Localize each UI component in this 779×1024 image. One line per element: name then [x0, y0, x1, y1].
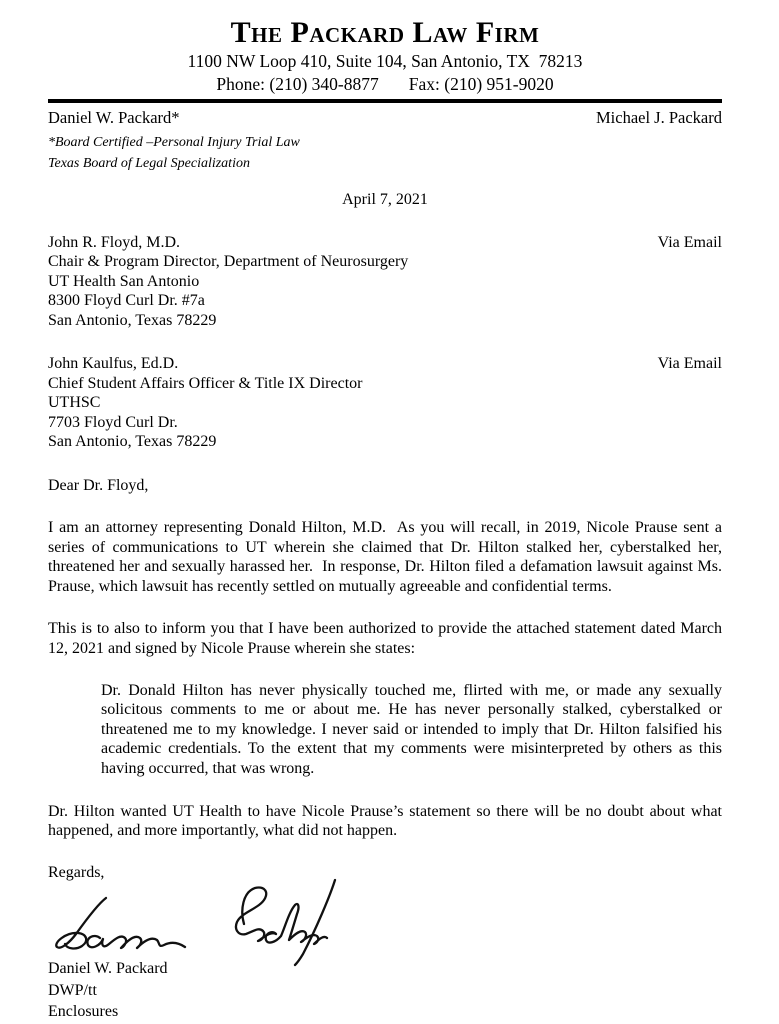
- body-paragraph-3: Dr. Hilton wanted UT Health to have Nicole Prause’s statement so there will be no doubt about what happened, and more importantly, what did not happen.: [48, 802, 726, 840]
- signature-script-drawing: [48, 884, 348, 954]
- firm-contact-row: [48, 73, 722, 96]
- recipient-city: San Antonio, Texas 78229: [48, 433, 217, 450]
- recipient-street: 8300 Floyd Curl Dr. #7a: [48, 292, 205, 309]
- certification-line-2: Texas Board of Legal Specialization: [48, 156, 250, 171]
- recipient-title: Chair & Program Director, Department of Neurosurgery: [48, 253, 409, 270]
- salutation: Dear Dr. Floyd,: [48, 476, 149, 494]
- signer-name: Daniel W. Packard: [48, 960, 168, 978]
- body-paragraph-1: I am an attorney representing Donald Hilton, M.D. As you will recall, in 2019, Nicole Prause sent a series of communications to UT wherein she claimed that Dr. Hilton stalked her, cyberstalked her, threatened her and sexually harassed her. In response, Dr. Hilton filed a defamation lawsuit against Ms. Prause, which lawsuit has recently settled on mutually agreeable and confidential terms.: [48, 519, 726, 595]
- certification-line-1: *Board Certified –Personal Injury Trial Law: [48, 135, 300, 150]
- handwritten-signature: [48, 884, 722, 954]
- body-paragraph-2: This is to also to inform you that I have been authorized to provide the attached statement dated March 12, 2021 and signed by Nicole Prause wherein she states:: [48, 620, 726, 657]
- firm-phone: Phone: (210) 340-8877: [216, 74, 379, 94]
- firm-name: The Packard Law Firm: [230, 16, 540, 49]
- firm-address: 1100 NW Loop 410, Suite 104, San Antonio, TX 78213: [187, 51, 583, 71]
- recipient-organization: UTHSC: [48, 394, 101, 411]
- block-quote-statement: Dr. Donald Hilton has never physically touched me, flirted with me, or made any sexually solicitous comments to me or about me. He has never personally stalked, cyberstalked or threatened me to my knowledge. I never said or intended to imply that Dr. Hilton falsified his academic credentials. To the extent that my comments were misinterpreted by others as this having occurred, that was wrong.: [101, 681, 726, 777]
- certifications: [48, 132, 722, 174]
- delivery-method: Via Email: [657, 355, 722, 372]
- signer-block: [48, 958, 722, 1023]
- closing-regards: Regards,: [48, 863, 105, 881]
- letterhead: [48, 16, 722, 103]
- recipient-title: Chief Student Affairs Officer & Title IX Director: [48, 374, 363, 392]
- recipient-first-row: [48, 354, 722, 374]
- recipient-street: 7703 Floyd Curl Dr.: [48, 413, 178, 431]
- letter-date: April 7, 2021: [342, 191, 428, 208]
- enclosures-note: Enclosures: [48, 1003, 119, 1021]
- recipient-block-kaulfus: [48, 354, 722, 452]
- attorneys-row: [48, 108, 722, 128]
- delivery-method: Via Email: [657, 233, 722, 251]
- recipient-first-row: [48, 233, 722, 253]
- attorney-name-right: Michael J. Packard: [596, 108, 722, 127]
- reference-initials: DWP/tt: [48, 981, 97, 999]
- attorney-name-left: Daniel W. Packard*: [48, 108, 180, 127]
- recipient-block-floyd: [48, 233, 722, 331]
- recipient-city: San Antonio, Texas 78229: [48, 311, 217, 329]
- firm-fax: Fax: (210) 951-9020: [408, 74, 554, 94]
- recipient-organization: UT Health San Antonio: [48, 272, 200, 290]
- recipient-name: John Kaulfus, Ed.D.: [48, 355, 179, 372]
- recipient-name: John R. Floyd, M.D.: [48, 233, 181, 251]
